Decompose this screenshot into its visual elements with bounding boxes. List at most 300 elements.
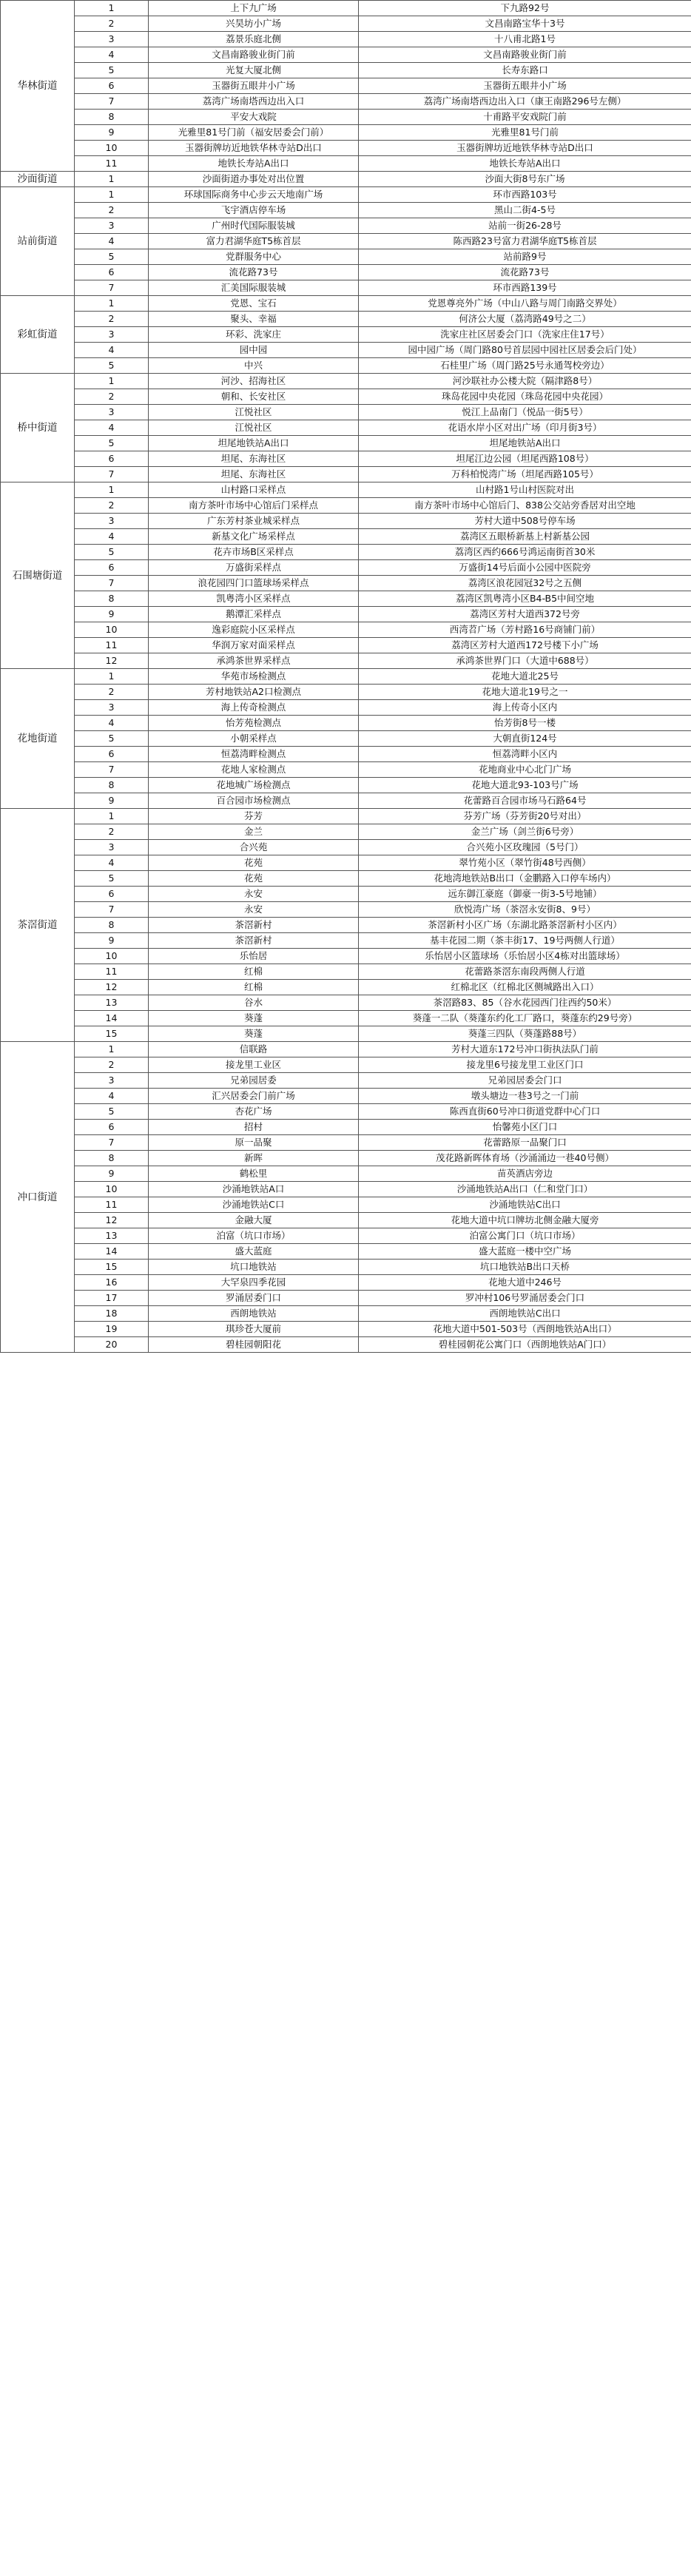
site-address-cell: 苗英酒店旁边: [359, 1166, 691, 1182]
street-name-cell: 冲口街道: [1, 1042, 75, 1353]
site-name-cell: 合兴苑: [149, 840, 359, 855]
table-row: [1, 980, 691, 995]
table-row: [1, 576, 691, 591]
site-address-cell: 光雅里81号门前: [359, 125, 691, 141]
site-address-cell: 碧桂园朝花公寓门口（西朗地铁站A门口）: [359, 1337, 691, 1353]
row-number-cell: 15: [75, 1260, 149, 1275]
site-address-cell: 花蕾路百合园市场马石路64号: [359, 793, 691, 809]
table-row: [1, 405, 691, 420]
table-row: [1, 374, 691, 389]
row-number-cell: 8: [75, 591, 149, 607]
site-address-cell: 泊富公寓门口（坑口市场）: [359, 1228, 691, 1244]
street-name-cell: 桥中街道: [1, 374, 75, 482]
table-row: [1, 778, 691, 793]
site-address-cell: 环市西路139号: [359, 280, 691, 296]
site-address-cell: 荔湾区凯粤湾小区B4-B5中间空地: [359, 591, 691, 607]
site-address-cell: 长寿东路口: [359, 63, 691, 78]
site-address-cell: 荔湾区芳村大道西172号楼下小广场: [359, 638, 691, 653]
site-name-cell: 华苑市场检测点: [149, 669, 359, 685]
table-row: [1, 1166, 691, 1182]
table-row: [1, 871, 691, 887]
site-address-cell: 茂花路新晖体育场（沙涌涌边一巷40号侧）: [359, 1151, 691, 1166]
site-address-cell: 下九路92号: [359, 1, 691, 16]
table-row: [1, 809, 691, 824]
row-number-cell: 1: [75, 374, 149, 389]
row-number-cell: 7: [75, 280, 149, 296]
site-name-cell: 琪珍苍大厦前: [149, 1322, 359, 1337]
site-address-cell: 地铁长寿站A出口: [359, 156, 691, 172]
row-number-cell: 5: [75, 1104, 149, 1120]
site-address-cell: 芳村大道中508号停车场: [359, 514, 691, 529]
row-number-cell: 5: [75, 731, 149, 747]
row-number-cell: 2: [75, 16, 149, 32]
site-address-cell: 西湾苕广场（芳村路16号商铺门前）: [359, 622, 691, 638]
site-address-cell: 恒荔湾畔小区内: [359, 747, 691, 762]
row-number-cell: 6: [75, 887, 149, 902]
site-address-cell: 怡馨苑小区门口: [359, 1120, 691, 1135]
table-row: [1, 1151, 691, 1166]
row-number-cell: 3: [75, 327, 149, 343]
row-number-cell: 11: [75, 638, 149, 653]
site-name-cell: 园中园: [149, 343, 359, 358]
table-row: [1, 172, 691, 187]
row-number-cell: 4: [75, 343, 149, 358]
table-row: [1, 47, 691, 63]
row-number-cell: 3: [75, 405, 149, 420]
site-address-cell: 盛大蓝庭一楼中空广场: [359, 1244, 691, 1260]
row-number-cell: 9: [75, 793, 149, 809]
row-number-cell: 5: [75, 545, 149, 560]
site-address-cell: 坦尾江边公园（坦尾西路108号）: [359, 451, 691, 467]
row-number-cell: 8: [75, 110, 149, 125]
row-number-cell: 9: [75, 125, 149, 141]
site-name-cell: 玉器街五眼井小广场: [149, 78, 359, 94]
table-row: [1, 234, 691, 249]
table-row: [1, 249, 691, 265]
table-row: [1, 1291, 691, 1306]
site-name-cell: 富力君湖华庭T5栋首层: [149, 234, 359, 249]
site-name-cell: 谷水: [149, 995, 359, 1011]
site-name-cell: 平安大戏院: [149, 110, 359, 125]
table-row: [1, 110, 691, 125]
row-number-cell: 12: [75, 653, 149, 669]
row-number-cell: 1: [75, 482, 149, 498]
site-address-cell: 红棉北区（红棉北区侧城路出入口）: [359, 980, 691, 995]
site-address-cell: 承鸿茶世界门口（大道中688号）: [359, 653, 691, 669]
site-name-cell: 汇美国际服装城: [149, 280, 359, 296]
table-row: [1, 607, 691, 622]
row-number-cell: 4: [75, 716, 149, 731]
site-name-cell: 浪花园四门口篮球场采样点: [149, 576, 359, 591]
table-row: [1, 94, 691, 110]
table-row: [1, 1057, 691, 1073]
site-name-cell: 荔湾广场南塔西边出入口: [149, 94, 359, 110]
row-number-cell: 10: [75, 1182, 149, 1197]
site-address-cell: 洗家庄社区居委会门口（洗家庄住17号）: [359, 327, 691, 343]
row-number-cell: 1: [75, 1042, 149, 1057]
table-row: [1, 1197, 691, 1213]
site-address-cell: 山村路1号山村医院对出: [359, 482, 691, 498]
table-row: [1, 1, 691, 16]
row-number-cell: 7: [75, 902, 149, 918]
site-name-cell: 茶滘新村: [149, 933, 359, 949]
site-address-cell: 沙面大街8号东广场: [359, 172, 691, 187]
table-row: [1, 638, 691, 653]
row-number-cell: 8: [75, 778, 149, 793]
row-number-cell: 10: [75, 141, 149, 156]
table-row: [1, 1260, 691, 1275]
site-address-cell: 欣悦湾广场（茶滘永安街8、9号）: [359, 902, 691, 918]
row-number-cell: 9: [75, 607, 149, 622]
site-name-cell: 文昌南路骏业街门前: [149, 47, 359, 63]
table-row: [1, 545, 691, 560]
site-name-cell: 沙面街道办事处对出位置: [149, 172, 359, 187]
site-name-cell: 朝和、长安社区: [149, 389, 359, 405]
row-number-cell: 6: [75, 747, 149, 762]
table-row: [1, 1073, 691, 1089]
table-row: [1, 63, 691, 78]
row-number-cell: 2: [75, 824, 149, 840]
site-address-cell: 文昌南路骏业街门前: [359, 47, 691, 63]
site-name-cell: 坑口地铁站: [149, 1260, 359, 1275]
table-row: [1, 793, 691, 809]
site-address-cell: 罗冲村106号罗涌居委会门口: [359, 1291, 691, 1306]
site-name-cell: 兄弟园居委: [149, 1073, 359, 1089]
table-row: [1, 1244, 691, 1260]
row-number-cell: 1: [75, 1, 149, 16]
site-name-cell: 山村路口采样点: [149, 482, 359, 498]
table-row: [1, 218, 691, 234]
site-address-cell: 合兴苑小区玫瑰园（5号门）: [359, 840, 691, 855]
site-address-cell: 接龙里6号接龙里工业区门口: [359, 1057, 691, 1073]
row-number-cell: 19: [75, 1322, 149, 1337]
site-name-cell: 广东芳村茶业城采样点: [149, 514, 359, 529]
site-name-cell: 上下九广场: [149, 1, 359, 16]
row-number-cell: 1: [75, 809, 149, 824]
table-row: [1, 918, 691, 933]
site-address-cell: 墩头塘边一巷3号之一门前: [359, 1089, 691, 1104]
table-row: [1, 343, 691, 358]
table-row: [1, 327, 691, 343]
site-name-cell: 百合园市场检测点: [149, 793, 359, 809]
row-number-cell: 7: [75, 762, 149, 778]
site-address-cell: 十甫路平安戏院门前: [359, 110, 691, 125]
row-number-cell: 7: [75, 1135, 149, 1151]
table-row: [1, 731, 691, 747]
table-row: [1, 265, 691, 280]
site-name-cell: 花卉市场B区采样点: [149, 545, 359, 560]
row-number-cell: 18: [75, 1306, 149, 1322]
table-row: [1, 1042, 691, 1057]
table-row: [1, 669, 691, 685]
table-row: [1, 187, 691, 203]
site-address-cell: 万科柏悦湾广场（坦尾西路105号）: [359, 467, 691, 482]
site-address-cell: 海上传奇小区内: [359, 700, 691, 716]
row-number-cell: 20: [75, 1337, 149, 1353]
site-address-cell: 流花路73号: [359, 265, 691, 280]
site-address-cell: 玉器街五眼井小广场: [359, 78, 691, 94]
site-name-cell: 原一品聚: [149, 1135, 359, 1151]
site-name-cell: 恒荔湾畔检测点: [149, 747, 359, 762]
site-address-cell: 兄弟园居委会门口: [359, 1073, 691, 1089]
row-number-cell: 4: [75, 529, 149, 545]
site-address-cell: 花地大道北93-103号广场: [359, 778, 691, 793]
site-name-cell: 沙涌地铁站C口: [149, 1197, 359, 1213]
row-number-cell: 11: [75, 156, 149, 172]
site-address-cell: 金兰广场（剑兰街6号旁）: [359, 824, 691, 840]
site-name-cell: 华润万家对面采样点: [149, 638, 359, 653]
site-name-cell: 新基文化广场采样点: [149, 529, 359, 545]
table-row: [1, 824, 691, 840]
site-name-cell: 永安: [149, 902, 359, 918]
site-name-cell: 海上传奇检测点: [149, 700, 359, 716]
table-row: [1, 78, 691, 94]
table-row: [1, 436, 691, 451]
site-address-cell: 坦尾地铁站A出口: [359, 436, 691, 451]
row-number-cell: 4: [75, 855, 149, 871]
street-name-cell: 石围塘街道: [1, 482, 75, 669]
row-number-cell: 8: [75, 918, 149, 933]
site-name-cell: 承鸿茶世界采样点: [149, 653, 359, 669]
site-address-cell: 玉器街牌坊近地铁华林寺站D出口: [359, 141, 691, 156]
site-name-cell: 凯粤湾小区采样点: [149, 591, 359, 607]
table-row: [1, 622, 691, 638]
site-name-cell: 花苑: [149, 855, 359, 871]
row-number-cell: 5: [75, 871, 149, 887]
site-name-cell: 罗涌居委门口: [149, 1291, 359, 1306]
table-row: [1, 389, 691, 405]
site-name-cell: 坦尾、东海社区: [149, 467, 359, 482]
row-number-cell: 3: [75, 218, 149, 234]
table-row: [1, 32, 691, 47]
site-name-cell: 芬芳: [149, 809, 359, 824]
site-address-cell: 花蕾路原一品聚门口: [359, 1135, 691, 1151]
site-name-cell: 永安: [149, 887, 359, 902]
row-number-cell: 13: [75, 995, 149, 1011]
site-name-cell: 万盛街采样点: [149, 560, 359, 576]
table-row: [1, 312, 691, 327]
site-address-cell: 石桂里广场（周门路25号永通驾校旁边）: [359, 358, 691, 374]
site-name-cell: 环球国际商务中心步云天地南广场: [149, 187, 359, 203]
site-name-cell: 荔景乐庭北侧: [149, 32, 359, 47]
table-row: [1, 451, 691, 467]
row-number-cell: 1: [75, 187, 149, 203]
table-row: [1, 1120, 691, 1135]
site-name-cell: 聚头、幸福: [149, 312, 359, 327]
row-number-cell: 9: [75, 1166, 149, 1182]
table-row: [1, 1322, 691, 1337]
site-address-cell: 怡芳街8号一楼: [359, 716, 691, 731]
table-row: [1, 1275, 691, 1291]
row-number-cell: 3: [75, 700, 149, 716]
row-number-cell: 3: [75, 840, 149, 855]
site-address-cell: 荔湾区浪花园冠32号之五侧: [359, 576, 691, 591]
row-number-cell: 7: [75, 576, 149, 591]
row-number-cell: 17: [75, 1291, 149, 1306]
site-name-cell: 光雅里81号门前（福安居委会门前）: [149, 125, 359, 141]
site-address-cell: 陈西直街60号冲口街道党群中心门口: [359, 1104, 691, 1120]
site-address-cell: 花地湾地铁站B出口（金鹏路入口停车场内）: [359, 871, 691, 887]
row-number-cell: 6: [75, 78, 149, 94]
site-address-cell: 站前路9号: [359, 249, 691, 265]
site-name-cell: 流花路73号: [149, 265, 359, 280]
site-address-cell: 沙涌地铁站C出口: [359, 1197, 691, 1213]
site-name-cell: 坦尾、东海社区: [149, 451, 359, 467]
row-number-cell: 2: [75, 1057, 149, 1073]
row-number-cell: 14: [75, 1011, 149, 1026]
table-row: [1, 747, 691, 762]
table-row: [1, 420, 691, 436]
table-row: [1, 358, 691, 374]
site-name-cell: 葵蓬: [149, 1026, 359, 1042]
site-name-cell: 盛大蓝庭: [149, 1244, 359, 1260]
table-row: [1, 1228, 691, 1244]
row-number-cell: 9: [75, 933, 149, 949]
row-number-cell: 3: [75, 1073, 149, 1089]
row-number-cell: 14: [75, 1244, 149, 1260]
row-number-cell: 2: [75, 498, 149, 514]
row-number-cell: 4: [75, 420, 149, 436]
site-name-cell: 地铁长寿站A出口: [149, 156, 359, 172]
row-number-cell: 3: [75, 514, 149, 529]
table-row: [1, 949, 691, 964]
site-address-cell: 葵蓬三四队（葵蓬路88号）: [359, 1026, 691, 1042]
site-address-cell: 南方茶叶市场中心馆后门、838公交站旁香居对出空地: [359, 498, 691, 514]
site-address-cell: 大朝直街124号: [359, 731, 691, 747]
street-name-cell: 茶滘街道: [1, 809, 75, 1042]
site-name-cell: 河沙、招海社区: [149, 374, 359, 389]
site-name-cell: 党群服务中心: [149, 249, 359, 265]
row-number-cell: 4: [75, 1089, 149, 1104]
row-number-cell: 2: [75, 389, 149, 405]
row-number-cell: 15: [75, 1026, 149, 1042]
table-row: [1, 514, 691, 529]
table-row: [1, 1213, 691, 1228]
site-name-cell: 江悦社区: [149, 405, 359, 420]
row-number-cell: 6: [75, 451, 149, 467]
table-row: [1, 280, 691, 296]
site-name-cell: 泊富（坑口市场）: [149, 1228, 359, 1244]
site-address-cell: 悦江上品南门（悦品一街5号）: [359, 405, 691, 420]
table-row: [1, 887, 691, 902]
table-row: [1, 125, 691, 141]
site-name-cell: 新晖: [149, 1151, 359, 1166]
table-body: [1, 1, 691, 1353]
site-name-cell: 党恩、宝石: [149, 296, 359, 312]
site-address-cell: 花语水岸小区对出广场（印月街3号）: [359, 420, 691, 436]
table-row: [1, 482, 691, 498]
row-number-cell: 6: [75, 1120, 149, 1135]
site-name-cell: 怡芳苑检测点: [149, 716, 359, 731]
site-name-cell: 红棉: [149, 964, 359, 980]
site-name-cell: 红棉: [149, 980, 359, 995]
site-name-cell: 杏花广场: [149, 1104, 359, 1120]
table-row: [1, 700, 691, 716]
table-row: [1, 933, 691, 949]
table-row: [1, 685, 691, 700]
site-name-cell: 信联路: [149, 1042, 359, 1057]
row-number-cell: 2: [75, 203, 149, 218]
site-address-cell: 陈西路23号富力君湖华庭T5栋首层: [359, 234, 691, 249]
site-name-cell: 飞宇酒店停车场: [149, 203, 359, 218]
site-name-cell: 中兴: [149, 358, 359, 374]
site-name-cell: 接龙里工业区: [149, 1057, 359, 1073]
site-address-cell: 站前一街26-28号: [359, 218, 691, 234]
site-name-cell: 广州时代国际服装城: [149, 218, 359, 234]
site-name-cell: 大罕泉四季花园: [149, 1275, 359, 1291]
street-name-cell: 彩虹街道: [1, 296, 75, 374]
site-name-cell: 南方茶叶市场中心馆后门采样点: [149, 498, 359, 514]
table-row: [1, 1182, 691, 1197]
table-row: [1, 840, 691, 855]
site-name-cell: 环彩、洗家庄: [149, 327, 359, 343]
row-number-cell: 1: [75, 669, 149, 685]
site-address-cell: 茶滘路83、85（谷水花园西门往西约50米）: [359, 995, 691, 1011]
row-number-cell: 4: [75, 234, 149, 249]
site-address-cell: 十八甫北路1号: [359, 32, 691, 47]
site-name-cell: 逸彩庭院小区采样点: [149, 622, 359, 638]
site-name-cell: 小朝采样点: [149, 731, 359, 747]
table-row: [1, 653, 691, 669]
site-address-cell: 万盛街14号后面小公园中医院旁: [359, 560, 691, 576]
site-address-cell: 荔湾区五眼桥新基上村新基公园: [359, 529, 691, 545]
table-row: [1, 1306, 691, 1322]
table-row: [1, 1011, 691, 1026]
row-number-cell: 10: [75, 622, 149, 638]
table-row: [1, 855, 691, 871]
table-row: [1, 296, 691, 312]
row-number-cell: 1: [75, 296, 149, 312]
site-address-cell: 花地大道中坑口牌坊北侧金融大厦旁: [359, 1213, 691, 1228]
table-row: [1, 964, 691, 980]
site-name-cell: 花苑: [149, 871, 359, 887]
table-row: [1, 560, 691, 576]
site-name-cell: 鹤松里: [149, 1166, 359, 1182]
row-number-cell: 6: [75, 265, 149, 280]
site-name-cell: 光复大厦北侧: [149, 63, 359, 78]
site-name-cell: 招村: [149, 1120, 359, 1135]
row-number-cell: 13: [75, 1228, 149, 1244]
site-name-cell: 乐怡居: [149, 949, 359, 964]
site-address-cell: 茶滘新村小区广场（东湖北路茶滘新村小区内）: [359, 918, 691, 933]
site-name-cell: 金融大厦: [149, 1213, 359, 1228]
row-number-cell: 7: [75, 94, 149, 110]
row-number-cell: 12: [75, 1213, 149, 1228]
site-address-cell: 沙涌地铁站A出口（仁和堂门口）: [359, 1182, 691, 1197]
site-address-cell: 河沙联社办公楼大院（隔津路8号）: [359, 374, 691, 389]
site-address-cell: 翠竹苑小区（翠竹街48号西侧）: [359, 855, 691, 871]
table-row: [1, 1104, 691, 1120]
row-number-cell: 10: [75, 949, 149, 964]
site-address-cell: 基丰花园二期（茶丰街17、19号两侧人行道）: [359, 933, 691, 949]
site-address-cell: 坑口地铁站B出口天桥: [359, 1260, 691, 1275]
site-address-cell: 花地大道北25号: [359, 669, 691, 685]
site-address-cell: 花地大道北19号之一: [359, 685, 691, 700]
site-address-cell: 荔湾区西约666号鸿运南街首30米: [359, 545, 691, 560]
table-row: [1, 1135, 691, 1151]
site-name-cell: 西朗地铁站: [149, 1306, 359, 1322]
table-row: [1, 591, 691, 607]
table-row: [1, 716, 691, 731]
site-address-cell: 葵蓬一二队（葵蓬东约化工厂路口，葵蓬东约29号旁）: [359, 1011, 691, 1026]
table-row: [1, 1026, 691, 1042]
street-name-cell: 沙面街道: [1, 172, 75, 187]
site-name-cell: 茶滘新村: [149, 918, 359, 933]
row-number-cell: 5: [75, 63, 149, 78]
site-name-cell: 江悦社区: [149, 420, 359, 436]
site-address-cell: 西朗地铁站C出口: [359, 1306, 691, 1322]
row-number-cell: 5: [75, 249, 149, 265]
